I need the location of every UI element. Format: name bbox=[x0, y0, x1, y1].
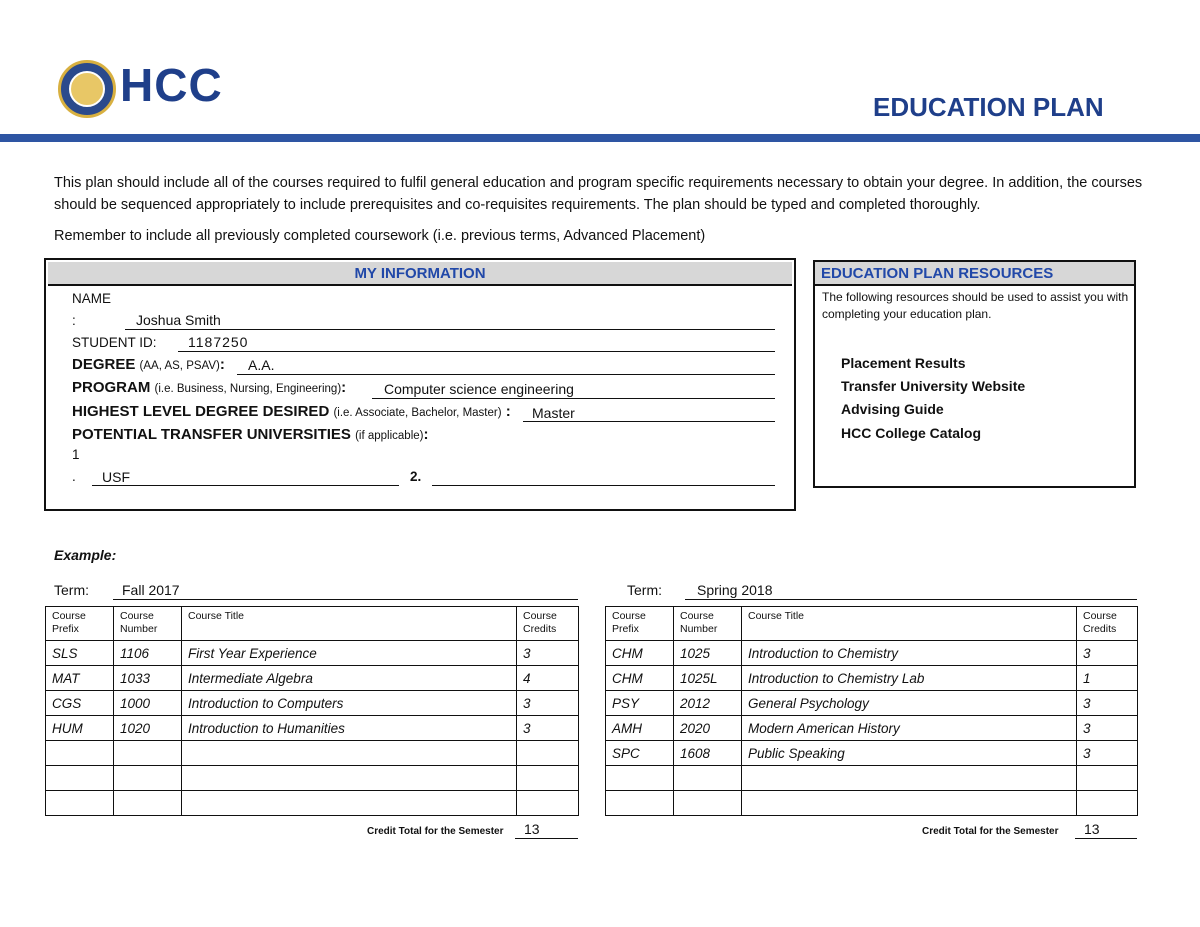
table-row bbox=[46, 741, 579, 766]
term-2-label: Term: bbox=[627, 582, 662, 598]
table-row bbox=[606, 691, 1138, 716]
course-credits[interactable]: 3 bbox=[1077, 691, 1138, 716]
degree-label: DEGREE (AA, AS, PSAV): bbox=[72, 356, 225, 373]
table-row bbox=[46, 691, 579, 716]
term-1-total-label: Credit Total for the Semester bbox=[367, 826, 504, 837]
course-prefix[interactable]: SLS bbox=[46, 641, 114, 666]
program-label: PROGRAM (i.e. Business, Nursing, Engineering): bbox=[72, 379, 347, 396]
course-credits[interactable]: 3 bbox=[517, 641, 579, 666]
table-row bbox=[606, 741, 1138, 766]
course-prefix[interactable] bbox=[46, 791, 114, 816]
name-colon: : bbox=[72, 313, 76, 328]
col-credits-header: Course Credits bbox=[517, 607, 579, 641]
course-title[interactable]: Introduction to Humanities bbox=[182, 716, 517, 741]
resource-transfer-website: Transfer University Website bbox=[841, 378, 1026, 394]
resource-advising-guide: Advising Guide bbox=[841, 401, 944, 417]
col-credits-header: Course Credits bbox=[1077, 607, 1138, 641]
term-1-value[interactable]: Fall 2017 bbox=[122, 582, 180, 598]
course-title[interactable] bbox=[742, 766, 1077, 791]
term-2-total-label: Credit Total for the Semester bbox=[922, 826, 1059, 837]
course-number[interactable] bbox=[114, 791, 182, 816]
remember-note: Remember to include all previously completed coursework (i.e. previous terms, Advanced Placement) bbox=[54, 228, 706, 244]
course-number[interactable]: 2012 bbox=[674, 691, 742, 716]
course-prefix[interactable]: SPC bbox=[606, 741, 674, 766]
resource-college-catalog: HCC College Catalog bbox=[841, 425, 982, 441]
course-credits[interactable] bbox=[517, 741, 579, 766]
hcc-logo-text: HCC bbox=[120, 59, 223, 111]
program-field[interactable]: Computer science engineering bbox=[384, 381, 574, 397]
course-number[interactable]: 1033 bbox=[114, 666, 182, 691]
course-number[interactable]: 1025 bbox=[674, 641, 742, 666]
resource-placement-results: Placement Results bbox=[841, 355, 966, 371]
transfer-1-number: 1 bbox=[72, 447, 80, 462]
course-prefix[interactable] bbox=[606, 791, 674, 816]
resources-description: The following resources should be used to assist you with completing your education plan. bbox=[822, 290, 1129, 321]
course-prefix[interactable]: CHM bbox=[606, 666, 674, 691]
course-prefix[interactable]: CGS bbox=[46, 691, 114, 716]
course-credits[interactable]: 3 bbox=[1077, 741, 1138, 766]
course-number[interactable]: 1020 bbox=[114, 716, 182, 741]
term-1-label: Term: bbox=[54, 582, 89, 598]
degree-field[interactable]: A.A. bbox=[248, 357, 275, 373]
table-row bbox=[46, 716, 579, 741]
course-credits[interactable] bbox=[1077, 791, 1138, 816]
table-row bbox=[46, 641, 579, 666]
course-title[interactable]: Intermediate Algebra bbox=[182, 666, 517, 691]
course-prefix[interactable] bbox=[46, 766, 114, 791]
course-prefix[interactable] bbox=[606, 766, 674, 791]
course-prefix[interactable] bbox=[46, 741, 114, 766]
table-header-row bbox=[46, 607, 579, 641]
course-number[interactable]: 1025L bbox=[674, 666, 742, 691]
col-number-header: Course Number bbox=[674, 607, 742, 641]
course-credits[interactable]: 3 bbox=[517, 716, 579, 741]
example-label: Example: bbox=[54, 547, 117, 563]
col-number-header: Course Number bbox=[114, 607, 182, 641]
header-rule bbox=[0, 134, 1200, 142]
term-1-course-table bbox=[45, 606, 579, 816]
page-title: EDUCATION PLAN bbox=[873, 92, 1104, 122]
course-title[interactable] bbox=[182, 741, 517, 766]
table-row bbox=[46, 791, 579, 816]
student-id-field[interactable]: 1187250 bbox=[188, 334, 249, 350]
course-prefix[interactable]: HUM bbox=[46, 716, 114, 741]
col-title-header: Course Title bbox=[742, 607, 1077, 641]
highest-degree-label: HIGHEST LEVEL DEGREE DESIRED (i.e. Associate, Bachelor, Master) : bbox=[72, 403, 511, 420]
course-title[interactable]: Introduction to Chemistry bbox=[742, 641, 1077, 666]
course-credits[interactable] bbox=[517, 791, 579, 816]
table-row bbox=[46, 666, 579, 691]
course-title[interactable]: General Psychology bbox=[742, 691, 1077, 716]
course-number[interactable]: 1106 bbox=[114, 641, 182, 666]
my-information-heading: MY INFORMATION bbox=[48, 262, 792, 286]
highest-degree-field[interactable]: Master bbox=[532, 405, 575, 421]
table-row bbox=[606, 641, 1138, 666]
course-credits[interactable]: 3 bbox=[517, 691, 579, 716]
term-2-value[interactable]: Spring 2018 bbox=[697, 582, 773, 598]
course-prefix[interactable]: PSY bbox=[606, 691, 674, 716]
table-row bbox=[46, 766, 579, 791]
course-title[interactable]: Introduction to Chemistry Lab bbox=[742, 666, 1077, 691]
course-title[interactable] bbox=[182, 791, 517, 816]
transfer-2-number: 2. bbox=[410, 469, 422, 484]
intro-paragraph: This plan should include all of the courses required to fulfil general education and program specific requirements necessary to obtain your degree. In addition, the courses should be sequenced appropriately to include prerequisites and co-requisites requirements. The plan should be typed and completed thoroughly. bbox=[54, 175, 1143, 213]
course-credits[interactable]: 1 bbox=[1077, 666, 1138, 691]
table-row bbox=[606, 716, 1138, 741]
course-prefix[interactable]: AMH bbox=[606, 716, 674, 741]
course-title[interactable]: Introduction to Computers bbox=[182, 691, 517, 716]
table-row bbox=[606, 766, 1138, 791]
transfer-1-dot: . bbox=[72, 469, 76, 484]
hcc-seal-logo bbox=[58, 60, 116, 118]
course-title[interactable]: First Year Experience bbox=[182, 641, 517, 666]
course-prefix[interactable]: CHM bbox=[606, 641, 674, 666]
name-field[interactable]: Joshua Smith bbox=[136, 312, 221, 328]
course-credits[interactable]: 3 bbox=[1077, 641, 1138, 666]
transfer-universities-label: POTENTIAL TRANSFER UNIVERSITIES (if applicable): bbox=[72, 426, 429, 443]
course-number[interactable]: 1608 bbox=[674, 741, 742, 766]
course-credits[interactable]: 3 bbox=[1077, 716, 1138, 741]
table-row bbox=[606, 791, 1138, 816]
resources-heading: EDUCATION PLAN RESOURCES bbox=[815, 262, 1134, 286]
course-credits[interactable] bbox=[1077, 766, 1138, 791]
col-prefix-header: Course Prefix bbox=[606, 607, 674, 641]
course-title[interactable]: Public Speaking bbox=[742, 741, 1077, 766]
name-label: NAME bbox=[72, 291, 112, 306]
col-prefix-header: Course Prefix bbox=[46, 607, 114, 641]
col-title-header: Course Title bbox=[182, 607, 517, 641]
course-number[interactable] bbox=[114, 766, 182, 791]
term-2-course-table bbox=[605, 606, 1138, 816]
course-number[interactable]: 2020 bbox=[674, 716, 742, 741]
course-title[interactable]: Modern American History bbox=[742, 716, 1077, 741]
course-credits[interactable] bbox=[517, 766, 579, 791]
course-credits[interactable]: 4 bbox=[517, 666, 579, 691]
course-number[interactable] bbox=[674, 791, 742, 816]
course-number[interactable] bbox=[114, 741, 182, 766]
term-1-total-value[interactable]: 13 bbox=[524, 821, 540, 837]
course-title[interactable] bbox=[182, 766, 517, 791]
table-header-row bbox=[606, 607, 1138, 641]
table-row bbox=[606, 666, 1138, 691]
course-title[interactable] bbox=[742, 791, 1077, 816]
student-id-label: STUDENT ID: bbox=[72, 335, 157, 350]
course-prefix[interactable]: MAT bbox=[46, 666, 114, 691]
term-2-total-value[interactable]: 13 bbox=[1084, 821, 1100, 837]
course-number[interactable]: 1000 bbox=[114, 691, 182, 716]
course-number[interactable] bbox=[674, 766, 742, 791]
transfer-1-field[interactable]: USF bbox=[102, 469, 130, 485]
